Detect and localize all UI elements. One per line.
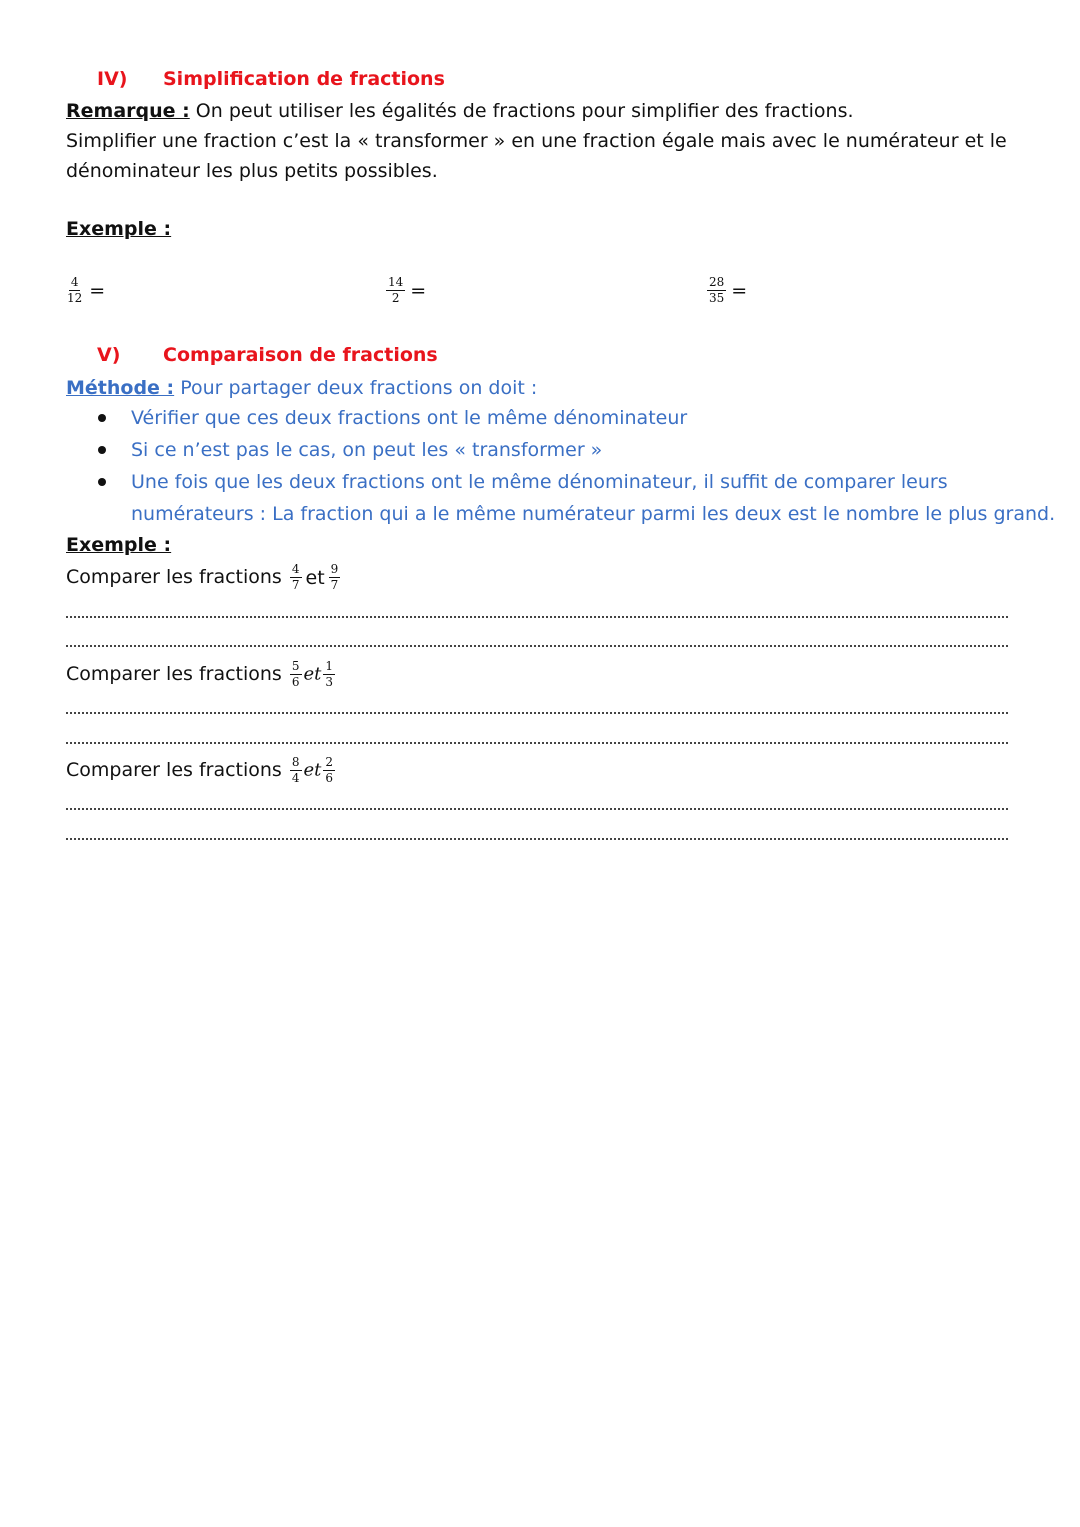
denominator: 12 (67, 291, 83, 305)
bullet-icon (98, 414, 106, 422)
equals-sign: = (731, 279, 748, 302)
fraction-a (290, 660, 302, 689)
answer-line[interactable] (66, 712, 1008, 714)
denominator: 7 (330, 578, 339, 592)
equals-sign: = (410, 279, 427, 302)
denominator: 3 (325, 675, 334, 689)
section-5-number: V) (97, 344, 121, 366)
simplification-example-2 (384, 276, 426, 305)
method-bullet-3-continuation: numérateurs : La fraction qui a le même numérateur parmi les deux est le nombre le plus grand. (131, 503, 1056, 525)
example-label-simplification: Exemple : (66, 218, 172, 240)
fraction-a (290, 563, 302, 592)
numerator: 4 (291, 562, 300, 576)
comparison-3 (66, 755, 337, 786)
denominator: 2 (391, 291, 400, 305)
comparison-prefix: Comparer les fractions (66, 663, 282, 685)
remark-label: Remarque : (66, 100, 190, 122)
remark-text: On peut utiliser les égalités de fractions pour simplifier des fractions. (195, 100, 854, 122)
method-bullet-2: Si ce n’est pas le cas, on peut les « transformer » (131, 439, 603, 461)
method-line (66, 373, 537, 403)
numerator: 8 (291, 755, 300, 769)
example-label-comparison: Exemple : (66, 534, 172, 556)
denominator: 7 (291, 578, 300, 592)
method-bullet-3: Une fois que les deux fractions ont le même dénominateur, il suffit de comparer leurs (131, 471, 948, 493)
answer-line[interactable] (66, 645, 1008, 647)
comparison-prefix: Comparer les fractions (66, 759, 282, 781)
denominator: 6 (325, 771, 334, 785)
method-bullet-1: Vérifier que ces deux fractions ont le même dénominateur (131, 407, 688, 429)
fraction (65, 276, 84, 305)
section-4-title: Simplification de fractions (163, 68, 445, 90)
method-label: Méthode : (66, 377, 175, 399)
numerator: 5 (291, 659, 300, 673)
fraction (707, 276, 726, 305)
connector: et (303, 663, 322, 685)
answer-line[interactable] (66, 838, 1008, 840)
fraction-b (329, 563, 341, 592)
fraction-b (323, 756, 335, 785)
answer-line[interactable] (66, 616, 1008, 618)
numerator: 1 (325, 659, 334, 673)
section-5-title: Comparaison de fractions (163, 344, 438, 366)
definition-line-2: dénominateur les plus petits possibles. (66, 160, 438, 182)
denominator: 35 (709, 291, 725, 305)
answer-line[interactable] (66, 808, 1008, 810)
answer-line[interactable] (66, 742, 1008, 744)
numerator: 14 (388, 275, 404, 289)
fraction-a (290, 756, 302, 785)
simplification-example-1 (63, 276, 105, 305)
bullet-icon (98, 446, 106, 454)
section-4-number: IV) (97, 68, 128, 90)
connector: et (305, 566, 325, 589)
equals-sign: = (89, 279, 106, 302)
bullet-icon (98, 478, 106, 486)
definition-line-1: Simplifier une fraction c’est la « transformer » en une fraction égale mais avec le numérateur et le (66, 130, 1007, 152)
method-intro: Pour partager deux fractions on doit : (180, 377, 538, 399)
comparison-2 (66, 659, 337, 690)
remark-line (66, 96, 854, 126)
simplification-example-3 (705, 276, 747, 305)
comparison-prefix: Comparer les fractions (66, 566, 282, 588)
connector: et (303, 759, 322, 781)
numerator: 9 (330, 562, 339, 576)
numerator: 28 (709, 275, 725, 289)
fraction (386, 276, 405, 305)
fraction-b (323, 660, 335, 689)
section-5-heading (97, 344, 438, 366)
denominator: 6 (291, 675, 300, 689)
section-4-heading (97, 68, 445, 90)
comparison-1 (66, 562, 342, 593)
denominator: 4 (291, 771, 300, 785)
numerator: 2 (325, 755, 334, 769)
numerator: 4 (70, 275, 79, 289)
